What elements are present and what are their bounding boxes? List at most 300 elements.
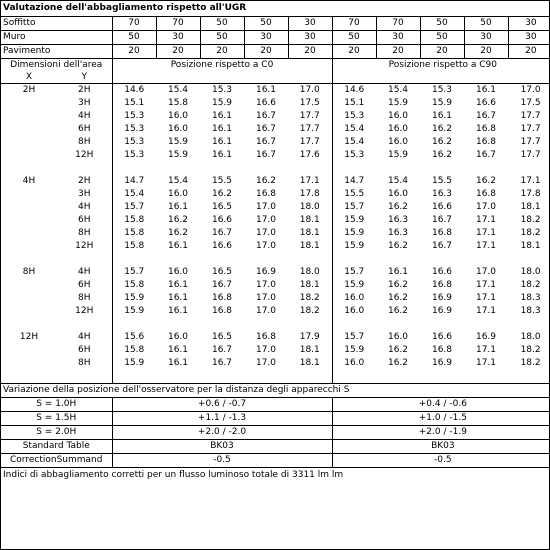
c0-value: 15.4 (167, 176, 189, 186)
c90-value: 15.3 (332, 110, 376, 123)
c0-value: 17.7 (299, 137, 320, 147)
spacer-cell (332, 162, 550, 175)
c90-value: 15.9 (332, 279, 376, 292)
c0-value: 16.9 (255, 267, 277, 277)
variation-c90: +2.0 / -1.9 (332, 426, 550, 440)
correction-label: CorrectionSummand (1, 454, 112, 468)
standard-table-c0: BK03 (112, 440, 332, 454)
y-dimension: 6H (78, 215, 91, 225)
c0-value: 17.0 (255, 358, 277, 368)
variation-row (1, 426, 550, 440)
c0-value: 16.1 (211, 111, 233, 121)
c90-header: Posizione rispetto a C90 (332, 59, 550, 72)
c90-value: 16.2 (475, 176, 497, 186)
x-dimension (1, 344, 57, 357)
c90-value: 16.0 (332, 357, 376, 370)
c90-value: 18.0 (520, 332, 541, 342)
ugr-table (1, 1, 550, 482)
c0-value: 18.1 (299, 280, 320, 290)
variation-label: S = 2.0H (1, 426, 112, 440)
c0-value: 17.0 (255, 241, 277, 251)
c0-value: 16.2 (167, 228, 189, 238)
reflectance-value: 20 (420, 45, 464, 59)
x-dimension: 4H (22, 176, 36, 186)
c90-value: 16.0 (387, 111, 409, 121)
reflectance-row (1, 45, 550, 59)
c90-value: 16.3 (431, 189, 453, 199)
c90-value: 18.2 (520, 345, 541, 355)
c0-value: 16.5 (211, 332, 233, 342)
c0-value: 16.1 (167, 241, 189, 251)
area-header: Dimensioni dell'area (10, 60, 103, 70)
x-dimension (1, 292, 57, 305)
c90-value: 15.5 (431, 176, 453, 186)
y-dimension: 6H (78, 280, 91, 290)
y-dimension: 4H (78, 202, 91, 212)
c0-value: 15.1 (112, 97, 156, 110)
table-row (1, 266, 550, 279)
c0-value: 17.9 (299, 332, 320, 342)
c0-value: 15.7 (112, 266, 156, 279)
c90-value: 18.2 (520, 280, 541, 290)
c90-value: 18.0 (520, 267, 541, 277)
reflectance-value: 70 (112, 17, 156, 31)
x-dimension (1, 110, 57, 123)
c90-value: 16.3 (387, 215, 409, 225)
x-dimension (1, 149, 57, 162)
reflectance-value: 20 (464, 45, 508, 59)
c0-value: 18.1 (299, 345, 320, 355)
c90-value: 15.9 (332, 240, 376, 253)
reflectance-label: Pavimento (1, 45, 112, 59)
x-dimension (1, 136, 57, 149)
c0-value: 16.8 (211, 293, 233, 303)
spacer-cell (112, 253, 332, 266)
reflectance-value: 30 (288, 31, 332, 45)
c0-value: 15.3 (112, 110, 156, 123)
c90-value: 16.0 (387, 189, 409, 199)
c90-value: 17.7 (520, 137, 541, 147)
c0-value: 16.1 (255, 85, 277, 95)
reflectance-value: 20 (156, 45, 200, 59)
c0-value: 15.9 (211, 98, 233, 108)
c0-value: 18.1 (299, 215, 320, 225)
area-header-row (1, 59, 550, 72)
variation-label: S = 1.5H (1, 412, 112, 426)
spacer-cell (1, 253, 112, 266)
c90-value: 17.8 (520, 189, 541, 199)
c0-value: 18.0 (299, 267, 320, 277)
c90-value: 18.1 (520, 202, 541, 212)
reflectance-value: 50 (244, 17, 288, 31)
c90-value: 15.4 (387, 85, 409, 95)
c0-value: 17.0 (255, 293, 277, 303)
c0-value: 16.1 (211, 124, 233, 134)
c90-value: 16.7 (431, 215, 453, 225)
c90-value: 17.1 (475, 280, 497, 290)
c90-value: 17.1 (520, 176, 541, 186)
c0-value: 17.5 (299, 98, 320, 108)
c90-value: 16.2 (387, 241, 409, 251)
c90-value: 16.0 (332, 305, 376, 318)
reflectance-value: 30 (508, 17, 550, 31)
c0-value: 17.0 (255, 215, 277, 225)
variation-c0: +0.6 / -0.7 (112, 398, 332, 412)
c0-value: 16.2 (167, 215, 189, 225)
spacer-cell (1, 370, 112, 384)
y-dimension: 3H (78, 189, 91, 199)
reflectance-value: 20 (244, 45, 288, 59)
reflectance-value: 50 (420, 31, 464, 45)
reflectance-value: 20 (332, 45, 376, 59)
reflectance-value: 20 (112, 45, 156, 59)
reflectance-value: 20 (508, 45, 550, 59)
table-row (1, 175, 550, 188)
spacer-cell (112, 370, 332, 384)
c90-value: 16.2 (387, 358, 409, 368)
table-row (1, 344, 550, 357)
c0-value: 16.8 (255, 332, 277, 342)
c90-value: 15.4 (332, 136, 376, 149)
y-dimension: 4H (78, 332, 91, 342)
c90-value: 16.7 (431, 241, 453, 251)
spacer-cell (1, 318, 112, 331)
c0-value: 17.8 (299, 189, 320, 199)
c0-value: 16.0 (167, 111, 189, 121)
reflectance-value: 20 (376, 45, 420, 59)
x-dimension (1, 305, 57, 318)
c90-value: 18.2 (520, 215, 541, 225)
c0-value: 15.8 (112, 227, 156, 240)
c0-value: 15.9 (112, 357, 156, 370)
reflectance-value: 30 (508, 31, 550, 45)
c0-value: 15.5 (211, 176, 233, 186)
reflectance-value: 20 (288, 45, 332, 59)
c0-value: 16.1 (211, 150, 233, 160)
c90-value: 16.7 (475, 111, 497, 121)
c0-value: 15.3 (112, 136, 156, 149)
group-spacer (1, 162, 550, 175)
c0-value: 16.8 (255, 189, 277, 199)
c90-value: 15.9 (332, 344, 376, 357)
c90-value: 17.1 (475, 293, 497, 303)
c0-value: 15.9 (167, 137, 189, 147)
c0-header: Posizione rispetto a C0 (112, 59, 332, 72)
c0-value: 15.8 (112, 279, 156, 292)
reflectance-value: 70 (332, 17, 376, 31)
x-dimension (1, 279, 57, 292)
c0-value: 18.1 (299, 241, 320, 251)
x-dimension (1, 357, 57, 370)
c90-value: 16.2 (387, 280, 409, 290)
table-row (1, 110, 550, 123)
c0-value: 17.0 (255, 202, 277, 212)
c90-value: 18.3 (520, 293, 541, 303)
spacer-cell (332, 253, 550, 266)
table-row (1, 188, 550, 201)
c0-value: 15.3 (112, 149, 156, 162)
c0-value: 16.1 (167, 293, 189, 303)
c0-value: 15.3 (211, 85, 233, 95)
c90-value: 15.7 (332, 331, 376, 344)
table-row (1, 136, 550, 149)
c90-value: 17.7 (520, 150, 541, 160)
reflectance-value: 30 (244, 31, 288, 45)
reflectance-value: 50 (112, 31, 156, 45)
c90-value: 15.5 (332, 188, 376, 201)
footer-note: Indici di abbagliamento corretti per un flusso luminoso totale di 3311 lm lm (1, 468, 550, 483)
c90-value: 17.5 (520, 98, 541, 108)
reflectance-value: 70 (376, 17, 420, 31)
c0-value: 17.6 (299, 150, 320, 160)
c0-value: 15.9 (112, 292, 156, 305)
y-dimension: 8H (78, 137, 91, 147)
y-dimension: 12H (75, 306, 94, 316)
c0-value: 16.1 (167, 280, 189, 290)
c0-value: 16.5 (211, 267, 233, 277)
c0-value: 14.7 (112, 175, 156, 188)
c0-value: 15.7 (112, 201, 156, 214)
reflectance-value: 30 (156, 31, 200, 45)
y-dimension: 8H (78, 293, 91, 303)
reflectance-value: 50 (200, 31, 244, 45)
y-dimension: 3H (78, 98, 91, 108)
c90-value: 16.2 (387, 345, 409, 355)
c90-value: 15.7 (332, 201, 376, 214)
variation-header: Variazione della posizione dell'osservatore per la distanza degli apparecchi S (1, 384, 550, 398)
c0-value: 16.0 (167, 124, 189, 134)
c0-value: 16.7 (255, 137, 277, 147)
xy-header-row (1, 71, 550, 84)
x-dimension (1, 188, 57, 201)
table-row (1, 292, 550, 305)
spacer-cell (332, 370, 550, 384)
variation-c0: +1.1 / -1.3 (112, 412, 332, 426)
y-dimension: 4H (78, 111, 91, 121)
c90-value: 17.1 (475, 306, 497, 316)
c0-value: 16.6 (211, 215, 233, 225)
c0-value: 15.4 (167, 85, 189, 95)
c0-value: 17.1 (299, 176, 320, 186)
standard-table-label: Standard Table (1, 440, 112, 454)
c90-value: 16.6 (431, 202, 453, 212)
reflectance-value: 20 (200, 45, 244, 59)
variation-row (1, 412, 550, 426)
c90-value: 15.4 (332, 123, 376, 136)
c90-value: 15.7 (332, 266, 376, 279)
table-row (1, 84, 550, 98)
x-dimension (1, 227, 57, 240)
c90-value: 16.8 (475, 124, 497, 134)
y-dimension: 12H (75, 150, 94, 160)
c0-value: 18.1 (299, 228, 320, 238)
c90-value: 17.0 (520, 85, 541, 95)
c0-value: 16.1 (167, 202, 189, 212)
c90-value: 16.7 (475, 150, 497, 160)
reflectance-value: 30 (464, 31, 508, 45)
variation-c90: +0.4 / -0.6 (332, 398, 550, 412)
c90-value: 16.0 (332, 292, 376, 305)
c90-value: 16.8 (475, 189, 497, 199)
c90-value: 16.6 (475, 98, 497, 108)
variation-c0: +2.0 / -2.0 (112, 426, 332, 440)
c90-value: 16.9 (431, 306, 453, 316)
reflectance-value: 30 (376, 31, 420, 45)
table-row (1, 149, 550, 162)
c0-value: 15.8 (112, 240, 156, 253)
c90-value: 16.2 (431, 150, 453, 160)
c90-value: 16.2 (387, 293, 409, 303)
c0-value: 16.1 (167, 306, 189, 316)
reflectance-value: 30 (288, 17, 332, 31)
c90-value: 17.0 (475, 202, 497, 212)
variation-label: S = 1.0H (1, 398, 112, 412)
c90-value: 15.3 (431, 85, 453, 95)
c0-value: 16.7 (211, 345, 233, 355)
c90-value: 18.1 (520, 241, 541, 251)
c90-value: 16.6 (431, 332, 453, 342)
c90-value: 18.2 (520, 358, 541, 368)
c90-value: 15.4 (387, 176, 409, 186)
table-row (1, 305, 550, 318)
c0-value: 16.6 (211, 241, 233, 251)
spacer-cell (1, 162, 112, 175)
c90-value: 18.2 (520, 228, 541, 238)
reflectance-row (1, 17, 550, 31)
c0-value: 15.3 (112, 123, 156, 136)
c90-value: 15.9 (431, 98, 453, 108)
reflectance-value: 50 (464, 17, 508, 31)
c90-value: 18.3 (520, 306, 541, 316)
c0-value: 18.0 (299, 202, 320, 212)
c0-value: 15.9 (112, 305, 156, 318)
c0-value: 16.5 (211, 202, 233, 212)
c0-value: 17.0 (255, 306, 277, 316)
table-row (1, 123, 550, 136)
c0-value: 17.0 (255, 280, 277, 290)
c90-value: 16.9 (431, 358, 453, 368)
x-dimension (1, 201, 57, 214)
x-dimension: 12H (19, 332, 39, 342)
c0-value: 18.2 (299, 293, 320, 303)
table-row (1, 331, 550, 344)
c90-value: 15.1 (332, 97, 376, 110)
c0-header-blank (112, 71, 332, 84)
y-dimension: 8H (78, 358, 91, 368)
c90-value: 16.8 (431, 228, 453, 238)
c0-value: 16.7 (255, 150, 277, 160)
footer-row (1, 468, 550, 483)
c90-value: 14.7 (332, 175, 376, 188)
table-row (1, 357, 550, 370)
c0-value: 17.7 (299, 124, 320, 134)
reflectance-label: Muro (1, 31, 112, 45)
c0-value: 15.4 (112, 188, 156, 201)
c90-header-blank (332, 71, 550, 84)
c90-value: 15.9 (332, 214, 376, 227)
c0-value: 16.1 (167, 345, 189, 355)
c90-value: 17.7 (520, 124, 541, 134)
reflectance-value: 70 (156, 17, 200, 31)
y-dimension: 8H (78, 228, 91, 238)
c0-value: 16.8 (211, 306, 233, 316)
correction-c0: -0.5 (112, 454, 332, 468)
x-dimension (1, 123, 57, 136)
spacer-cell (112, 318, 332, 331)
c90-value: 16.8 (431, 345, 453, 355)
y-dimension: 4H (78, 267, 91, 277)
c0-value: 16.1 (167, 358, 189, 368)
c90-value: 14.6 (332, 84, 376, 98)
x-dimension: 8H (22, 267, 36, 277)
spacer-cell (332, 318, 550, 331)
table-row (1, 227, 550, 240)
x-dimension: 2H (22, 85, 36, 95)
standard-table-c90: BK03 (332, 440, 550, 454)
table-title: Valutazione dell'abbagliamento rispetto all'UGR (1, 1, 550, 17)
c90-value: 17.1 (475, 358, 497, 368)
c90-value: 15.9 (332, 227, 376, 240)
group-spacer (1, 370, 550, 384)
c0-value: 15.9 (167, 150, 189, 160)
c90-value: 16.2 (431, 137, 453, 147)
c90-value: 16.8 (431, 280, 453, 290)
c0-value: 16.2 (211, 189, 233, 199)
x-dimension (1, 97, 57, 110)
y-header: Y (57, 71, 112, 84)
x-dimension (1, 214, 57, 227)
c90-value: 17.1 (475, 215, 497, 225)
y-dimension: 2H (78, 85, 91, 95)
c90-value: 16.2 (387, 306, 409, 316)
reflectance-row (1, 31, 550, 45)
y-dimension: 6H (78, 124, 91, 134)
c0-value: 16.0 (167, 267, 189, 277)
c0-value: 16.0 (167, 332, 189, 342)
c90-value: 16.3 (387, 228, 409, 238)
c90-value: 16.1 (387, 267, 409, 277)
c90-value: 15.9 (387, 150, 409, 160)
c0-value: 16.7 (211, 280, 233, 290)
c0-value: 15.8 (112, 214, 156, 227)
c90-value: 17.1 (475, 228, 497, 238)
c90-value: 17.1 (475, 241, 497, 251)
c90-value: 17.7 (520, 111, 541, 121)
table-row (1, 240, 550, 253)
variation-c90: +1.0 / -1.5 (332, 412, 550, 426)
c0-value: 15.8 (167, 98, 189, 108)
c90-value: 15.3 (332, 149, 376, 162)
c0-value: 17.0 (255, 228, 277, 238)
x-dimension (1, 240, 57, 253)
c90-value: 15.9 (387, 98, 409, 108)
reflectance-value: 50 (420, 17, 464, 31)
reflectance-value: 50 (332, 31, 376, 45)
c90-value: 16.0 (387, 332, 409, 342)
c0-value: 16.2 (255, 176, 277, 186)
reflectance-value: 50 (200, 17, 244, 31)
y-dimension: 2H (78, 176, 91, 186)
c0-value: 18.2 (299, 306, 320, 316)
reflectance-label: Soffitto (1, 17, 112, 31)
table-row (1, 97, 550, 110)
c0-value: 16.6 (255, 98, 277, 108)
c0-value: 18.1 (299, 358, 320, 368)
c90-value: 16.6 (431, 267, 453, 277)
c0-value: 14.6 (112, 84, 156, 98)
c90-value: 16.9 (431, 293, 453, 303)
c90-value: 16.2 (387, 202, 409, 212)
